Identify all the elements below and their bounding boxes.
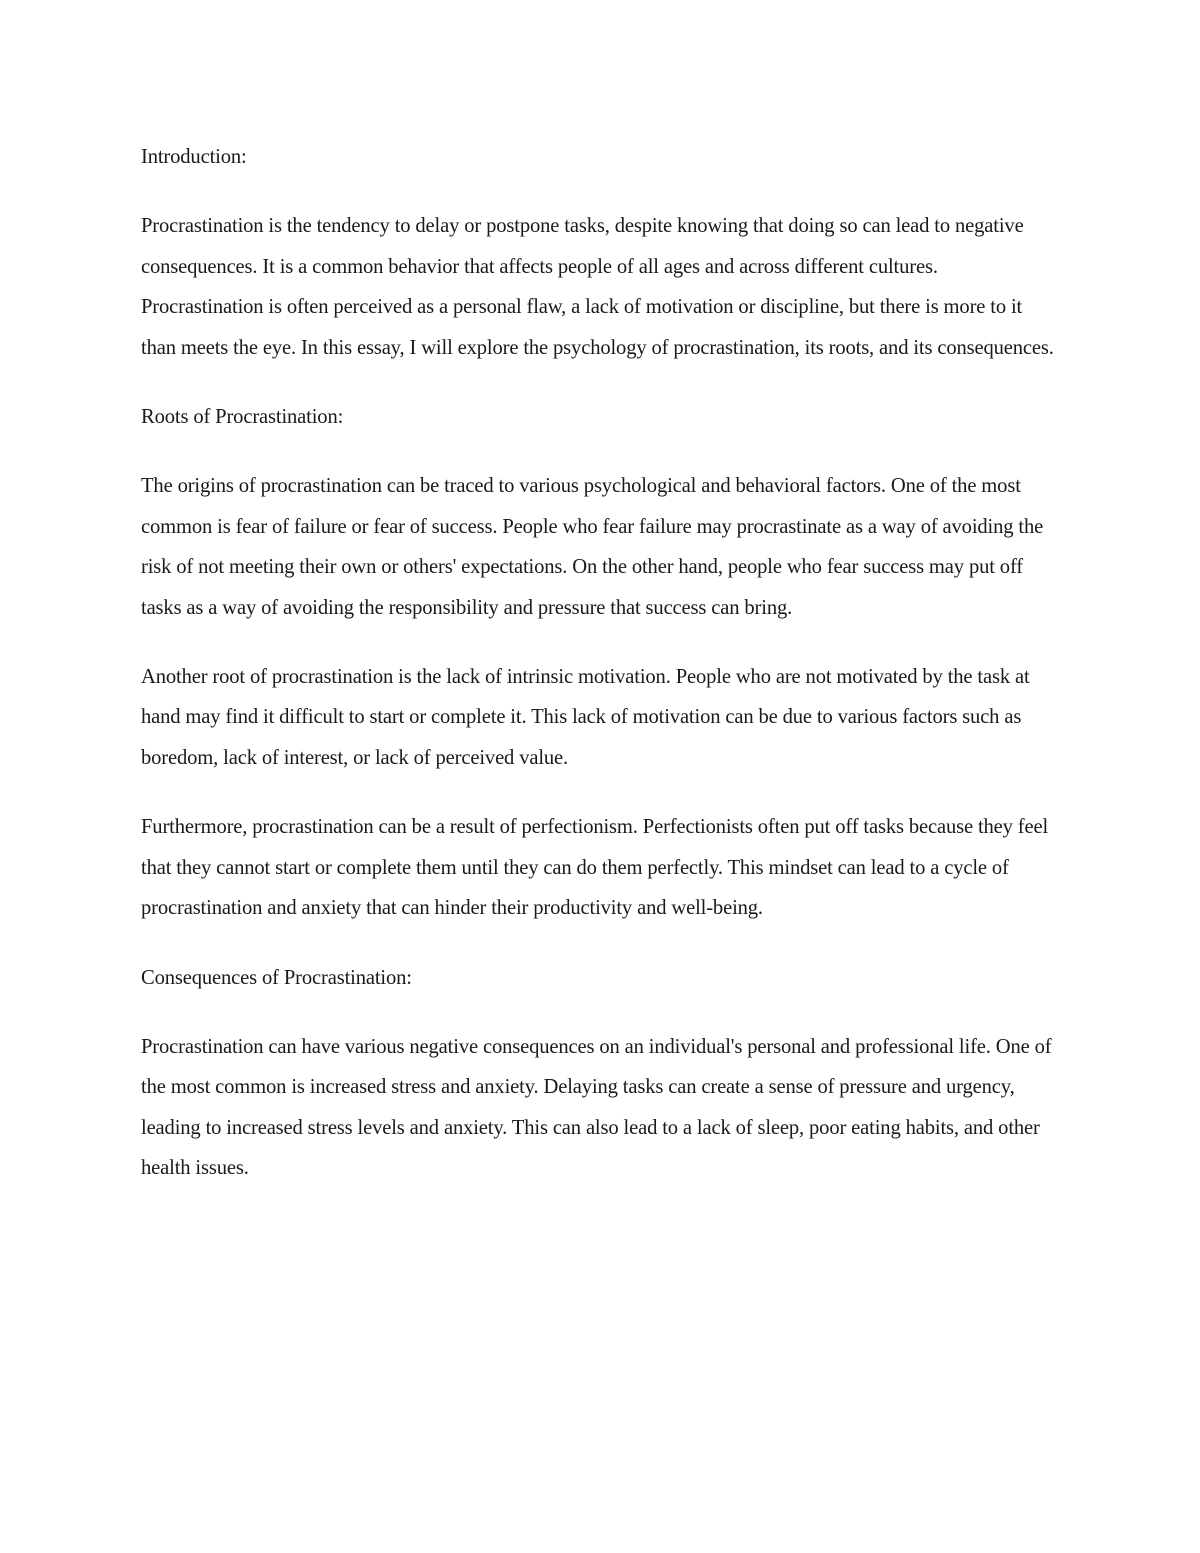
section-heading-consequences: Consequences of Procrastination: <box>141 966 412 989</box>
paragraph-roots-motivation: Another root of procrastination is the lack of intrinsic motivation. People who are not motivated by the task at hand may find it difficult to start or complete it. This lack of motivation can be due to various factors such as boredom, lack of interest, or lack of perceived value. <box>141 666 1030 769</box>
section-heading-introduction: Introduction: <box>141 146 247 168</box>
paragraph-roots-fear: The origins of procrastination can be traced to various psychological and behavioral factors. One of the most common is fear of failure or fear of success. People who fear failure may procrastinate as a way of avoiding the risk of not meeting their own or others' expectations. On the other hand, people who fear success may put off tasks as a way of avoiding the responsibility and pressure that success can bring. <box>141 475 1044 619</box>
document-body <box>141 137 1061 1218</box>
paragraph-roots-perfectionism: Furthermore, procrastination can be a result of perfectionism. Perfectionists often put off tasks because they feel that they cannot start or complete them until they can do them perfectly. This mindset can lead to a cycle of procrastination and anxiety that can hinder their productivity and well-being. <box>141 816 1049 920</box>
paragraph-consequences: Procrastination can have various negative consequences on an individual's personal and professional life. One of the most common is increased stress and anxiety. Delaying tasks can create a sense of pressure and urgency, leading to increased stress levels and anxiety. This can also lead to a lack of sleep, poor eating habits, and other health issues. <box>141 1035 1052 1180</box>
section-heading-roots: Roots of Procrastination: <box>141 406 344 429</box>
paragraph-introduction: Procrastination is the tendency to delay or postpone tasks, despite knowing that doing so can lead to negative consequences. It is a common behavior that affects people of all ages and across different cultures. Procrastination is often perceived as a personal flaw, a lack of motivation or discipline, but there is more to it than meets the eye. In this essay, I will explore the psychology of procrastination, its roots, and its consequences. <box>141 215 1054 359</box>
